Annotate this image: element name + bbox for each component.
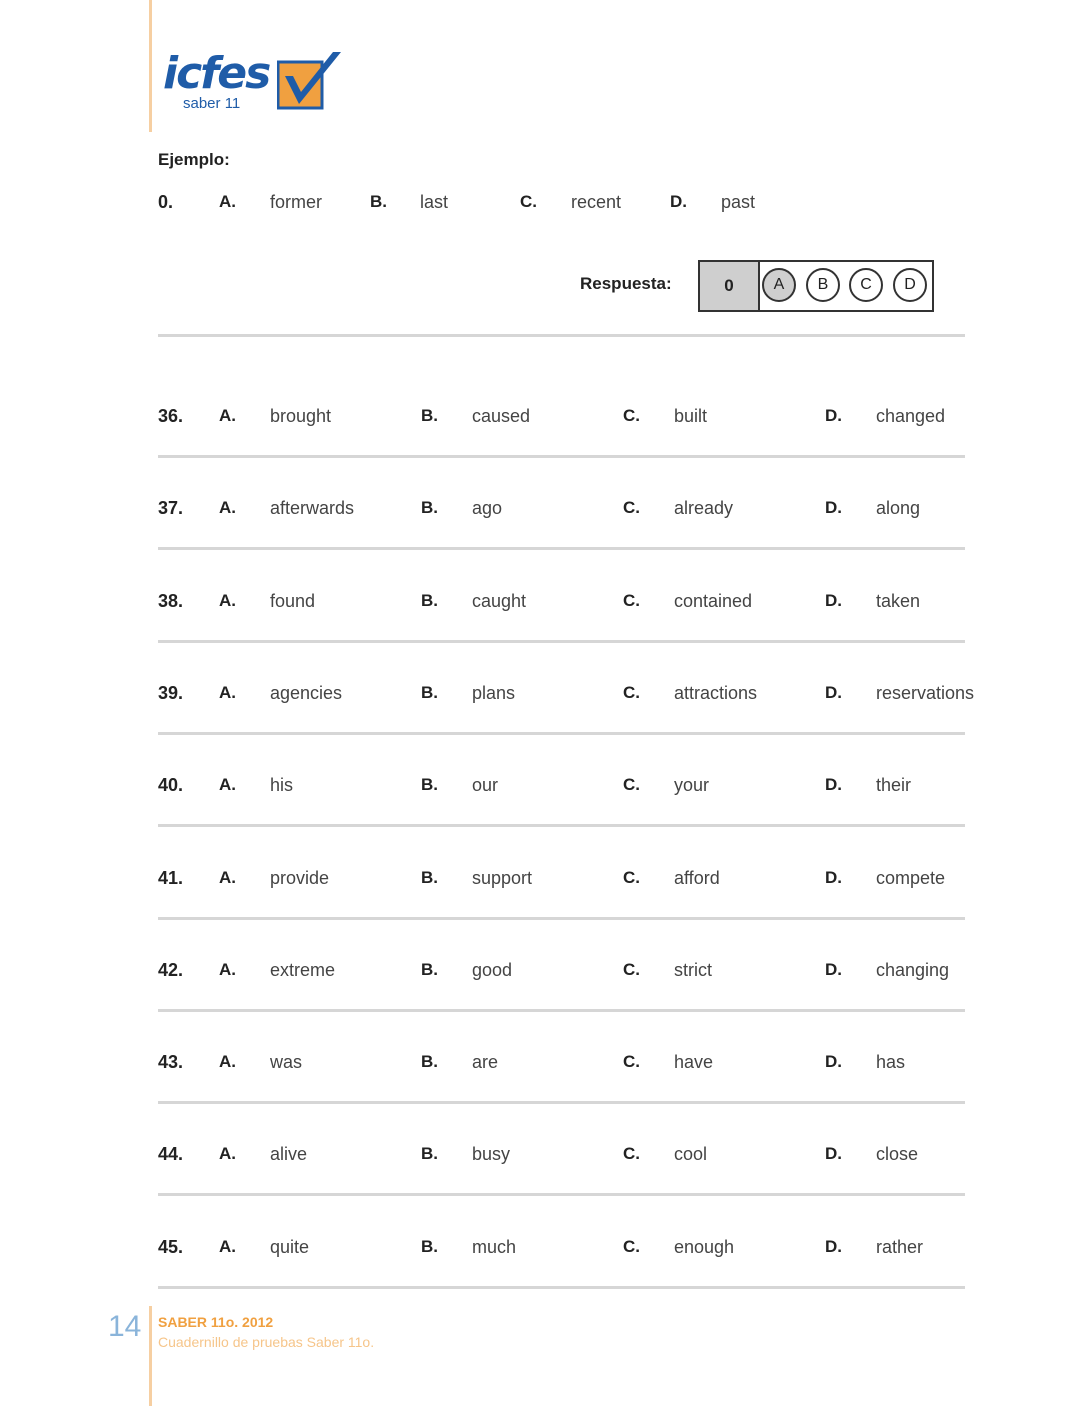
page-number: 14: [108, 1310, 142, 1343]
option-letter: A.: [219, 868, 236, 887]
question-number: 39.: [158, 683, 184, 703]
option-word: changed: [876, 406, 946, 426]
option-word: good: [472, 960, 513, 980]
option-word: your: [674, 775, 710, 795]
option-letter: B.: [421, 1144, 438, 1163]
question-number: 45.: [158, 1237, 184, 1257]
margin-line-top: [149, 0, 152, 132]
option-letter: A.: [219, 1237, 236, 1256]
question-number: 43.: [158, 1052, 184, 1072]
option-word: ago: [472, 498, 503, 518]
option-letter: D.: [825, 683, 842, 702]
option-word: reservations: [876, 683, 975, 703]
question-divider: [158, 1101, 965, 1104]
option-letter: A.: [219, 192, 236, 211]
option-letter: B.: [421, 868, 438, 887]
option-word: former: [270, 192, 323, 212]
answer-number: 0: [700, 262, 760, 310]
option-word: strict: [674, 960, 712, 980]
example-row: [0, 187, 1080, 217]
option-word: quite: [270, 1237, 310, 1257]
option-word: his: [270, 775, 294, 795]
option-word: compete: [876, 868, 946, 888]
option-word: taken: [876, 591, 921, 611]
option-word: caused: [472, 406, 531, 426]
option-word: has: [876, 1052, 906, 1072]
option-word: cool: [674, 1144, 708, 1164]
option-letter: C.: [623, 683, 640, 702]
option-word: already: [674, 498, 734, 518]
option-letter: D.: [825, 868, 842, 887]
option-word: changing: [876, 960, 950, 980]
option-word: provide: [270, 868, 330, 888]
option-letter: C.: [623, 1144, 640, 1163]
option-letter: A.: [219, 406, 236, 425]
option-word: attractions: [674, 683, 758, 703]
question-row: [0, 678, 1080, 708]
option-word: afford: [674, 868, 720, 888]
option-word: along: [876, 498, 921, 518]
option-letter: A.: [219, 960, 236, 979]
checkmark-icon: [277, 48, 345, 112]
question-row: [0, 1232, 1080, 1262]
option-word: their: [876, 775, 912, 795]
question-divider: [158, 917, 965, 920]
option-word: was: [270, 1052, 303, 1072]
option-word: caught: [472, 591, 527, 611]
option-letter: B.: [370, 192, 387, 211]
answer-bubble-a[interactable]: A: [762, 268, 796, 302]
option-letter: D.: [825, 960, 842, 979]
option-word: last: [420, 192, 449, 212]
option-letter: D.: [825, 498, 842, 517]
option-word: have: [674, 1052, 714, 1072]
option-word: busy: [472, 1144, 511, 1164]
question-number: 40.: [158, 775, 184, 795]
question-divider: [158, 1009, 965, 1012]
option-word: our: [472, 775, 499, 795]
option-letter: C.: [623, 591, 640, 610]
option-letter: B.: [421, 683, 438, 702]
question-divider: [158, 1193, 965, 1196]
question-divider: [158, 640, 965, 643]
question-number: 37.: [158, 498, 184, 518]
option-word: recent: [571, 192, 622, 212]
option-word: found: [270, 591, 316, 611]
margin-line-bottom: [149, 1306, 152, 1406]
option-word: agencies: [270, 683, 343, 703]
option-letter: B.: [421, 1237, 438, 1256]
option-word: afterwards: [270, 498, 355, 518]
question-row: [0, 1047, 1080, 1077]
icfes-logo: [163, 46, 348, 116]
question-number: 36.: [158, 406, 184, 426]
option-word: brought: [270, 406, 332, 426]
option-letter: C.: [520, 192, 537, 211]
question-number: 44.: [158, 1144, 184, 1164]
answer-bubble-c[interactable]: C: [849, 268, 883, 302]
question-number: 41.: [158, 868, 184, 888]
question-divider: [158, 455, 965, 458]
option-letter: C.: [623, 960, 640, 979]
option-word: past: [721, 192, 756, 212]
option-letter: D.: [825, 775, 842, 794]
example-label: Ejemplo:: [158, 150, 230, 169]
option-word: extreme: [270, 960, 336, 980]
question-row: [0, 955, 1080, 985]
question-number: 38.: [158, 591, 184, 611]
option-letter: D.: [670, 192, 687, 211]
option-letter: D.: [825, 1237, 842, 1256]
answer-label: Respuesta:: [580, 274, 672, 293]
option-word: contained: [674, 591, 753, 611]
option-word: built: [674, 406, 708, 426]
question-row: [0, 863, 1080, 893]
question-divider: [158, 1286, 965, 1289]
option-word: are: [472, 1052, 499, 1072]
option-word: much: [472, 1237, 517, 1257]
logo-subtext: saber 11: [183, 95, 241, 112]
question-row: [0, 586, 1080, 616]
answer-grid: [698, 260, 934, 312]
option-letter: B.: [421, 1052, 438, 1071]
option-word: support: [472, 868, 533, 888]
option-word: alive: [270, 1144, 308, 1164]
option-letter: C.: [623, 498, 640, 517]
option-letter: D.: [825, 591, 842, 610]
option-word: close: [876, 1144, 919, 1164]
option-letter: A.: [219, 498, 236, 517]
option-letter: B.: [421, 960, 438, 979]
option-letter: B.: [421, 775, 438, 794]
option-letter: C.: [623, 775, 640, 794]
option-letter: C.: [623, 406, 640, 425]
option-word: enough: [674, 1237, 735, 1257]
option-word: rather: [876, 1237, 924, 1257]
option-letter: B.: [421, 498, 438, 517]
option-letter: A.: [219, 683, 236, 702]
example-number: 0.: [158, 192, 174, 212]
option-letter: A.: [219, 1052, 236, 1071]
question-divider: [158, 547, 965, 550]
question-row: [0, 493, 1080, 523]
option-letter: A.: [219, 591, 236, 610]
logo-wordmark: icfes: [163, 48, 270, 99]
footer-subtitle: Cuadernillo de pruebas Saber 11o.: [158, 1334, 375, 1350]
option-letter: D.: [825, 1144, 842, 1163]
option-letter: B.: [421, 591, 438, 610]
option-letter: B.: [421, 406, 438, 425]
option-letter: C.: [623, 868, 640, 887]
option-word: plans: [472, 683, 516, 703]
option-letter: C.: [623, 1237, 640, 1256]
answer-bubble-d[interactable]: D: [893, 268, 927, 302]
example-divider: [158, 334, 965, 337]
footer-title: SABER 11o. 2012: [158, 1314, 274, 1330]
answer-bubble-b[interactable]: B: [806, 268, 840, 302]
question-row: [0, 770, 1080, 800]
option-letter: C.: [623, 1052, 640, 1071]
question-row: [0, 401, 1080, 431]
question-row: [0, 1139, 1080, 1169]
option-letter: A.: [219, 775, 236, 794]
option-letter: A.: [219, 1144, 236, 1163]
question-divider: [158, 824, 965, 827]
question-number: 42.: [158, 960, 184, 980]
option-letter: D.: [825, 406, 842, 425]
question-divider: [158, 732, 965, 735]
option-letter: D.: [825, 1052, 842, 1071]
